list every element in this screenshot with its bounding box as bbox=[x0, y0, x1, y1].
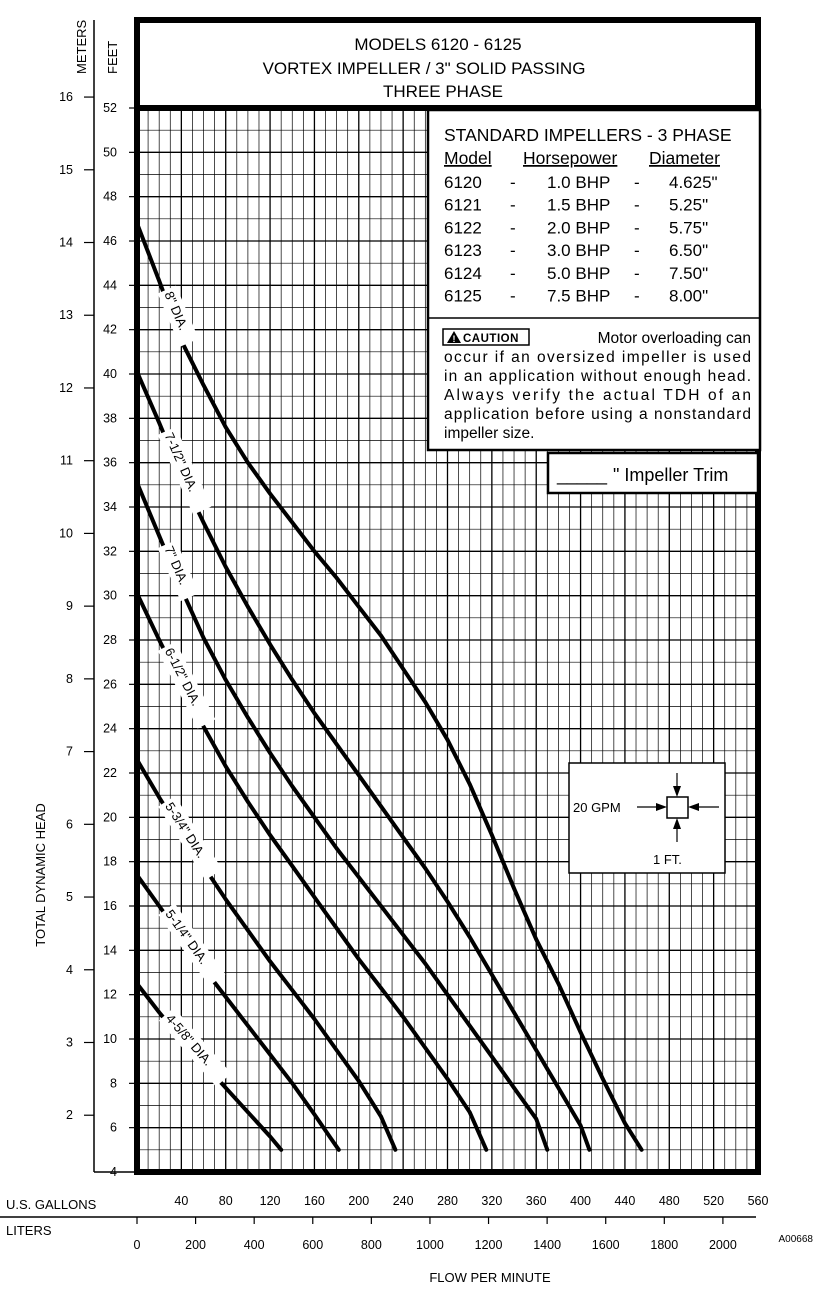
feet-tick-label: 38 bbox=[103, 411, 117, 426]
legend-diameter: 5.25" bbox=[669, 195, 709, 215]
legend-sep: - bbox=[634, 195, 640, 215]
curve-label-1: 7-1/2" DIA. bbox=[161, 430, 201, 495]
gpm-tick-label: 320 bbox=[481, 1194, 503, 1208]
warning-exclamation-icon: ! bbox=[452, 334, 456, 344]
feet-tick-label: 22 bbox=[103, 766, 117, 780]
curve-label-3: 6-1/2" DIA. bbox=[161, 645, 204, 709]
figure-code: A00668 bbox=[778, 1234, 813, 1245]
caution-badge bbox=[443, 329, 529, 345]
gpm-tick-label: 240 bbox=[392, 1194, 414, 1208]
gpm-tick-label: 560 bbox=[747, 1194, 769, 1208]
meter-tick-label: 16 bbox=[59, 90, 73, 105]
title-line-3: THREE PHASE bbox=[383, 82, 503, 101]
gpm-tick-label: 40 bbox=[174, 1194, 189, 1208]
liter-tick-label: 1600 bbox=[591, 1238, 620, 1252]
meter-tick-label: 9 bbox=[66, 599, 73, 614]
feet-tick-label: 28 bbox=[103, 633, 117, 647]
liter-tick-label: 1200 bbox=[474, 1238, 503, 1252]
trim-blank: _____ bbox=[557, 465, 608, 485]
caution-line-2: in an application without enough head. bbox=[444, 368, 751, 385]
curve-label-group-6 bbox=[159, 1007, 231, 1086]
meter-tick-label: 5 bbox=[66, 890, 73, 905]
legend-sep: - bbox=[634, 286, 640, 306]
curve-label-5: 5-1/4" DIA. bbox=[162, 906, 212, 967]
grid-key-gpm: 20 GPM bbox=[573, 800, 621, 815]
curve-label-4: 5-3/4" DIA. bbox=[162, 799, 210, 861]
gpm-tick-label: 400 bbox=[570, 1194, 592, 1208]
feet-tick-label: 50 bbox=[103, 145, 117, 160]
curve-label-group-5 bbox=[158, 903, 225, 986]
x-axes bbox=[0, 1194, 813, 1285]
feet-tick-label: 32 bbox=[103, 544, 117, 559]
feet-tick-label-bottom: 4 bbox=[110, 1165, 117, 1179]
feet-tick-label: 34 bbox=[103, 500, 117, 514]
liter-tick-label: 0 bbox=[133, 1238, 141, 1252]
feet-tick-label: 52 bbox=[103, 101, 117, 115]
feet-tick-label: 16 bbox=[103, 899, 117, 913]
caution-label: CAUTION bbox=[463, 333, 519, 345]
gpm-tick-label: 520 bbox=[703, 1194, 725, 1208]
curve-label-0: 8" DIA. bbox=[161, 289, 192, 333]
grid-key-cell bbox=[667, 797, 688, 818]
meter-tick-label: 8 bbox=[66, 671, 73, 686]
caution-line-3: Always verify the actual TDH of an bbox=[444, 387, 751, 404]
caution-line-4: application before using a nonstandard bbox=[444, 406, 751, 423]
meter-tick-label: 14 bbox=[59, 235, 73, 250]
grid-key-frame bbox=[569, 763, 725, 873]
legend-diameter: 7.50" bbox=[669, 263, 709, 283]
feet-tick-label: 20 bbox=[103, 810, 117, 825]
feet-tick-label: 30 bbox=[103, 588, 117, 603]
legend-diameter: 4.625" bbox=[669, 173, 718, 192]
liter-tick-label: 1000 bbox=[416, 1238, 444, 1252]
y-feet-ticks bbox=[103, 101, 134, 1179]
legend-sep: - bbox=[634, 241, 640, 261]
legend-sep: - bbox=[510, 241, 516, 261]
gpm-tick-label: 280 bbox=[437, 1194, 458, 1208]
liter-tick-label: 800 bbox=[360, 1238, 382, 1252]
legend-sep: - bbox=[510, 286, 516, 306]
liter-tick-label: 200 bbox=[185, 1238, 207, 1252]
curve-label-6: 4-5/8" DIA. bbox=[163, 1011, 216, 1069]
y-axes bbox=[33, 20, 137, 1180]
y-meter-ticks bbox=[59, 90, 94, 1122]
legend-title: STANDARD IMPELLERS - 3 PHASE bbox=[444, 125, 732, 145]
curve-label-group-3 bbox=[158, 642, 216, 729]
meter-tick-label: 6 bbox=[66, 817, 73, 832]
trim-label: " Impeller Trim bbox=[613, 465, 729, 485]
feet-tick-label: 46 bbox=[103, 234, 117, 248]
caution-first-line: Motor overloading can bbox=[597, 330, 751, 347]
feet-tick-label: 26 bbox=[103, 677, 117, 692]
legend-model: 6121 bbox=[444, 195, 482, 215]
x-liter-ticks bbox=[134, 1217, 737, 1252]
y-axis-feet-label: FEET bbox=[105, 40, 120, 74]
legend-hp: 1.5 BHP bbox=[547, 195, 611, 215]
x-axis-gallons-label: U.S. GALLONS bbox=[6, 1197, 97, 1212]
liter-tick-label: 400 bbox=[243, 1238, 265, 1252]
impeller-legend bbox=[428, 110, 760, 450]
legend-model: 6120 bbox=[444, 173, 482, 192]
feet-tick-label: 36 bbox=[103, 455, 117, 470]
legend-diameter: 8.00" bbox=[669, 286, 709, 306]
gpm-tick-label: 120 bbox=[259, 1194, 281, 1208]
feet-tick-label: 10 bbox=[103, 1032, 117, 1046]
meter-tick-label: 11 bbox=[60, 453, 73, 468]
impeller-trim-box bbox=[548, 453, 758, 493]
x-axis-liters-label: LITERS bbox=[6, 1223, 52, 1238]
gpm-tick-label: 440 bbox=[614, 1194, 636, 1208]
legend-hp: 2.0 BHP bbox=[547, 218, 611, 238]
legend-diameter: 5.75" bbox=[669, 218, 709, 238]
meter-tick-label: 4 bbox=[66, 962, 73, 977]
meter-tick-label: 7 bbox=[66, 744, 73, 759]
legend-diameter: 6.50" bbox=[669, 241, 709, 261]
legend-sep: - bbox=[634, 173, 640, 192]
legend-sep: - bbox=[510, 173, 516, 192]
legend-header-model: Model bbox=[444, 148, 492, 168]
legend-model: 6124 bbox=[444, 263, 482, 283]
meter-tick-label: 12 bbox=[59, 380, 73, 395]
liter-tick-label: 1800 bbox=[650, 1238, 679, 1252]
meter-tick-label: 15 bbox=[59, 162, 73, 177]
legend-model: 6123 bbox=[444, 241, 482, 261]
gpm-tick-label: 360 bbox=[525, 1194, 547, 1208]
title-line-1: MODELS 6120 - 6125 bbox=[354, 35, 522, 54]
grid-scale-key bbox=[569, 763, 725, 873]
x-axis-title: FLOW PER MINUTE bbox=[429, 1270, 551, 1285]
legend-sep: - bbox=[634, 218, 640, 238]
legend-hp: 3.0 BHP bbox=[547, 241, 611, 261]
gpm-tick-label: 80 bbox=[218, 1194, 233, 1208]
feet-tick-label: 12 bbox=[103, 987, 117, 1002]
legend-sep: - bbox=[510, 218, 516, 238]
feet-tick-label: 6 bbox=[110, 1120, 117, 1135]
y-axis-meters-label: METERS bbox=[74, 19, 89, 74]
feet-tick-label: 48 bbox=[103, 189, 117, 204]
liter-tick-label: 600 bbox=[302, 1238, 324, 1252]
legend-model: 6125 bbox=[444, 286, 482, 306]
feet-tick-label: 42 bbox=[103, 322, 117, 337]
legend-sep: - bbox=[634, 263, 640, 283]
feet-tick-label: 24 bbox=[103, 721, 117, 736]
meter-tick-label: 10 bbox=[59, 526, 73, 541]
meter-tick-label: 3 bbox=[66, 1035, 73, 1050]
feet-tick-label: 8 bbox=[110, 1076, 117, 1091]
caution-line-5: impeller size. bbox=[444, 425, 535, 442]
gpm-tick-label: 160 bbox=[303, 1194, 325, 1208]
gpm-tick-label: 480 bbox=[658, 1194, 680, 1208]
curve-1 bbox=[137, 372, 589, 1150]
feet-tick-label: 14 bbox=[103, 943, 117, 958]
legend-hp: 1.0 BHP bbox=[547, 173, 611, 192]
legend-header-horsepower: Horsepower bbox=[523, 148, 618, 168]
y-axis-title: TOTAL DYNAMIC HEAD bbox=[33, 803, 48, 947]
feet-tick-label: 40 bbox=[103, 367, 117, 381]
title-line-2: VORTEX IMPELLER / 3" SOLID PASSING bbox=[262, 59, 586, 78]
liter-tick-label: 1400 bbox=[533, 1238, 562, 1252]
legend-model: 6122 bbox=[444, 218, 482, 238]
gpm-tick-label: 200 bbox=[348, 1194, 370, 1208]
meter-tick-label: 2 bbox=[66, 1108, 73, 1123]
curve-label-2: 7" DIA. bbox=[161, 543, 192, 588]
liter-tick-label: 2000 bbox=[708, 1238, 737, 1252]
grid-key-ft: 1 FT. bbox=[653, 852, 682, 867]
caution-line-1: occur if an oversized impeller is used bbox=[444, 349, 751, 366]
legend-sep: - bbox=[510, 263, 516, 283]
title-box bbox=[137, 20, 758, 108]
feet-tick-label: 18 bbox=[103, 854, 117, 869]
legend-hp: 7.5 BHP bbox=[547, 286, 611, 306]
legend-header-diameter: Diameter bbox=[649, 148, 720, 168]
feet-tick-label: 44 bbox=[103, 278, 117, 293]
legend-sep: - bbox=[510, 195, 516, 215]
curve-label-group-4 bbox=[158, 796, 222, 880]
curve-labels bbox=[158, 286, 232, 1087]
legend-hp: 5.0 BHP bbox=[547, 263, 611, 283]
x-gpm-ticks bbox=[174, 1194, 768, 1208]
meter-tick-label: 13 bbox=[59, 308, 73, 323]
